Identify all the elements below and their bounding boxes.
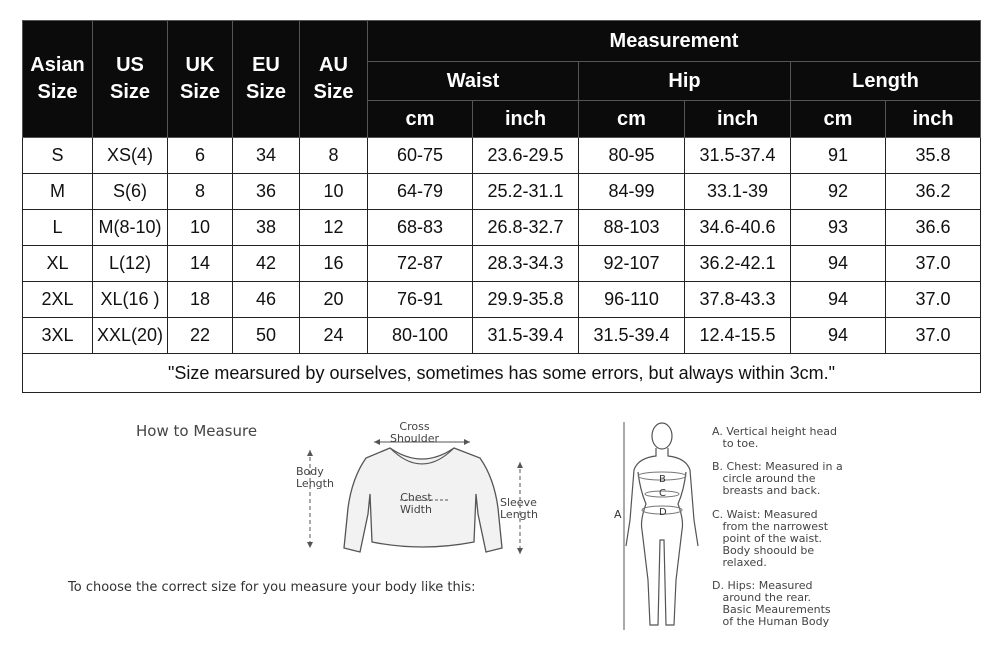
table-cell: 29.9-35.8 — [473, 282, 579, 318]
table-cell: 96-110 — [579, 282, 685, 318]
table-cell: 94 — [791, 246, 886, 282]
table-cell: 37.0 — [886, 282, 981, 318]
table-cell: 64-79 — [368, 174, 473, 210]
eu-size-header: EU Size — [233, 21, 300, 138]
table-cell: 36.6 — [886, 210, 981, 246]
table-cell: XXL(20) — [93, 318, 168, 354]
table-cell: 76-91 — [368, 282, 473, 318]
unit-header: cm — [791, 101, 886, 138]
table-cell: 88-103 — [579, 210, 685, 246]
table-cell: 80-95 — [579, 138, 685, 174]
table-cell: 10 — [168, 210, 233, 246]
length-header: Length — [791, 62, 981, 101]
table-cell: 3XL — [23, 318, 93, 354]
table-cell: 25.2-31.1 — [473, 174, 579, 210]
table-cell: 8 — [168, 174, 233, 210]
note-b: B. Chest: Measured in a circle around the breasts and back. — [712, 460, 843, 497]
table-row — [23, 318, 981, 354]
table-cell: 35.8 — [886, 138, 981, 174]
table-cell: 8 — [300, 138, 368, 174]
table-cell: 34 — [233, 138, 300, 174]
table-cell: 94 — [791, 318, 886, 354]
measurement-note: "Size mearsured by ourselves, sometimes has some errors, but always within 3cm." — [23, 354, 981, 393]
table-cell: 46 — [233, 282, 300, 318]
table-cell: 50 — [233, 318, 300, 354]
note-c: C. Waist: Measured from the narrowest point of the waist. Body shoould be relaxed. — [712, 508, 829, 569]
note-a: A. Vertical height head to toe. — [712, 425, 838, 450]
table-cell: 14 — [168, 246, 233, 282]
table-cell: L — [23, 210, 93, 246]
table-cell: 92-107 — [579, 246, 685, 282]
chest-width-label: Chest Width — [400, 491, 432, 516]
uk-size-header: UK Size — [168, 21, 233, 138]
table-cell: 36.2-42.1 — [685, 246, 791, 282]
unit-header: inch — [886, 101, 981, 138]
table-cell: S — [23, 138, 93, 174]
table-cell: 16 — [300, 246, 368, 282]
au-size-header: AU Size — [300, 21, 368, 138]
table-cell: 91 — [791, 138, 886, 174]
table-cell: 37.8-43.3 — [685, 282, 791, 318]
table-cell: 31.5-39.4 — [579, 318, 685, 354]
table-cell: 12.4-15.5 — [685, 318, 791, 354]
table-cell: 36.2 — [886, 174, 981, 210]
table-cell: 6 — [168, 138, 233, 174]
note-d: D. Hips: Measured around the rear. Basic Meaurements of the Human Body — [712, 579, 831, 628]
table-cell: 31.5-37.4 — [685, 138, 791, 174]
marker-c: C — [659, 488, 666, 499]
table-cell: 37.0 — [886, 246, 981, 282]
asian-size-header: Asian Size — [23, 21, 93, 138]
table-cell: XS(4) — [93, 138, 168, 174]
marker-b: B — [659, 474, 666, 485]
table-cell: 22 — [168, 318, 233, 354]
table-cell: 10 — [300, 174, 368, 210]
table-row — [23, 246, 981, 282]
table-cell: 20 — [300, 282, 368, 318]
table-cell: 28.3-34.3 — [473, 246, 579, 282]
table-cell: 31.5-39.4 — [473, 318, 579, 354]
unit-header: inch — [685, 101, 791, 138]
unit-header: cm — [579, 101, 685, 138]
table-cell: 36 — [233, 174, 300, 210]
unit-header: cm — [368, 101, 473, 138]
body-length-label: Body Length — [296, 465, 334, 490]
table-cell: M(8-10) — [93, 210, 168, 246]
instruction-text: To choose the correct size for you measure your body like this: — [68, 580, 476, 595]
table-cell: M — [23, 174, 93, 210]
table-cell: XL — [23, 246, 93, 282]
table-row — [23, 282, 981, 318]
marker-a: A — [614, 508, 622, 521]
table-cell: 80-100 — [368, 318, 473, 354]
table-row — [23, 174, 981, 210]
table-cell: L(12) — [93, 246, 168, 282]
table-cell: 72-87 — [368, 246, 473, 282]
table-cell: 84-99 — [579, 174, 685, 210]
table-cell: 92 — [791, 174, 886, 210]
table-cell: 94 — [791, 282, 886, 318]
head-shape — [652, 423, 672, 449]
table-cell: 2XL — [23, 282, 93, 318]
table-cell: 33.1-39 — [685, 174, 791, 210]
table-cell: 34.6-40.6 — [685, 210, 791, 246]
table-row — [23, 138, 981, 174]
table-cell: 60-75 — [368, 138, 473, 174]
marker-d: D — [659, 507, 667, 518]
size-chart-table — [22, 20, 981, 393]
table-cell: 18 — [168, 282, 233, 318]
table-cell: 38 — [233, 210, 300, 246]
cross-shoulder-label: Cross Shoulder — [390, 420, 439, 445]
measurement-header: Measurement — [368, 21, 981, 62]
sleeve-length-label: Sleeve Length — [500, 496, 538, 521]
body-figure — [610, 420, 710, 650]
how-to-measure-title: How to Measure — [136, 422, 258, 440]
table-cell: S(6) — [93, 174, 168, 210]
table-row — [23, 210, 981, 246]
table-cell: 24 — [300, 318, 368, 354]
table-cell: 12 — [300, 210, 368, 246]
waist-header: Waist — [368, 62, 579, 101]
table-cell: 68-83 — [368, 210, 473, 246]
table-cell: 42 — [233, 246, 300, 282]
table-cell: 93 — [791, 210, 886, 246]
hip-header: Hip — [579, 62, 791, 101]
table-cell: XL(16 ) — [93, 282, 168, 318]
us-size-header: US Size — [93, 21, 168, 138]
unit-header: inch — [473, 101, 579, 138]
table-cell: 37.0 — [886, 318, 981, 354]
table-cell: 26.8-32.7 — [473, 210, 579, 246]
table-cell: 23.6-29.5 — [473, 138, 579, 174]
size-rows — [23, 138, 981, 354]
